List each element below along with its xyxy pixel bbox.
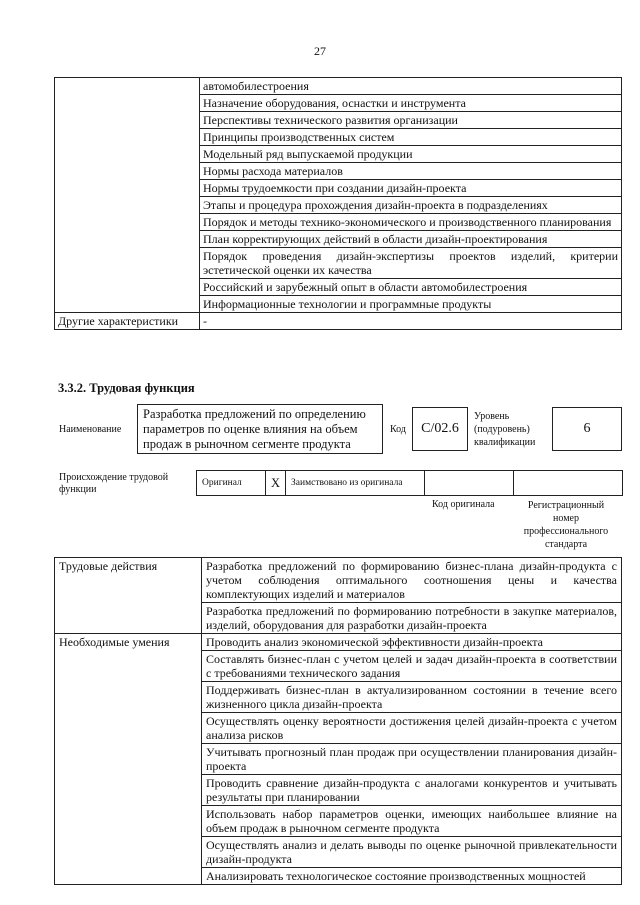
reg-caption-line: номер <box>553 513 579 524</box>
knowledge-item: Нормы трудоемкости при создании дизайн-проекта <box>200 180 622 197</box>
skill-item: Учитывать прогнозный план продаж при осуществлении планирования дизайн-проекта <box>202 744 622 775</box>
labor-action-item: Разработка предложений по формированию потребности в закупке материалов, изделий, оборудования для разработки дизайн-проекта <box>202 603 622 634</box>
reg-caption-line: Регистрационный <box>527 500 605 511</box>
knowledge-item: Назначение оборудования, оснастки и инструмента <box>200 95 622 112</box>
code-label: Код <box>390 424 406 435</box>
qualification-level-box: 6 <box>552 407 622 451</box>
function-code-box: C/02.6 <box>412 407 468 451</box>
level-label-line: квалификации <box>474 437 536 448</box>
section-heading: 3.3.2. Трудовая функция <box>58 381 195 395</box>
original-mark-cell: X <box>266 471 286 496</box>
reg-caption-line: профессионального <box>523 526 609 537</box>
reg-number-cell <box>514 471 623 496</box>
original-code-cell <box>425 471 514 496</box>
other-characteristics-value: - <box>200 313 622 330</box>
page-number: 27 <box>314 44 326 58</box>
origin-label-line: функции <box>59 484 97 495</box>
skill-item: Анализировать технологическое состояние производственных мощностей <box>202 868 622 885</box>
original-code-caption: Код оригинала <box>432 499 495 510</box>
origin-table <box>196 470 623 496</box>
skill-item: Проводить анализ экономической эффективности дизайн-проекта <box>202 634 622 651</box>
knowledge-item: Российский и зарубежный опыт в области автомобилестроения <box>200 279 622 296</box>
knowledge-label-cell <box>55 78 200 313</box>
table-row <box>55 634 622 651</box>
skill-item: Осуществлять оценку вероятности достижения целей дизайн-проекта с учетом анализа рисков <box>202 713 622 744</box>
skill-item: Поддерживать бизнес-план в актуализированном состоянии в течение всего жизненного цикла дизайн-проекта <box>202 682 622 713</box>
knowledge-table <box>54 77 622 330</box>
skill-item: Составлять бизнес-план с учетом целей и задач дизайн-проекта в соответствии с требованиями технического задания <box>202 651 622 682</box>
borrowed-cell: Заимствовано из оригинала <box>286 471 425 496</box>
knowledge-item: автомобилестроения <box>200 78 622 95</box>
skill-item: Осуществлять анализ и делать выводы по оценке рыночной привлекательности дизайн-продукта <box>202 837 622 868</box>
labor-actions-label: Трудовые действия <box>55 558 202 634</box>
level-label-line: Уровень <box>474 411 510 422</box>
reg-caption-line: стандарта <box>544 539 588 550</box>
level-label-line: (подуровень) <box>474 424 530 435</box>
table-row <box>197 471 623 496</box>
knowledge-item: Порядок и методы технико-экономического и производственного планирования <box>200 214 622 231</box>
table-row <box>55 558 622 603</box>
knowledge-item: Модельный ряд выпускаемой продукции <box>200 146 622 163</box>
skill-item: Проводить сравнение дизайн-продукта с аналогами конкурентов и учитывать результаты при планировании <box>202 775 622 806</box>
table-row <box>55 78 622 95</box>
labor-action-item: Разработка предложений по формированию бизнес-плана дизайн-продукта с учетом соблюдения оптимального соотношения цены и качества комплектующих изделий и материалов <box>202 558 622 603</box>
table-row <box>55 313 622 330</box>
original-cell: Оригинал <box>197 471 266 496</box>
required-skills-label: Необходимые умения <box>55 634 202 885</box>
knowledge-item: Порядок проведения дизайн-экспертизы проектов изделий, критерии эстетической оценки их качества <box>200 248 622 279</box>
function-name-box: Разработка предложений по определению параметров по оценке влияния на объем продаж в рыночном сегменте продукта <box>137 404 383 454</box>
knowledge-item: Перспективы технического развития организации <box>200 112 622 129</box>
knowledge-item: Информационные технологии и программные продукты <box>200 296 622 313</box>
function-details-table <box>54 557 622 885</box>
knowledge-item: Принципы производственных систем <box>200 129 622 146</box>
name-label: Наименование <box>59 424 122 435</box>
skill-item: Использовать набор параметров оценки, имеющих наибольшее влияние на объем продаж в рыночном сегменте продукта <box>202 806 622 837</box>
reg-number-caption <box>510 499 622 551</box>
knowledge-item: Нормы расхода материалов <box>200 163 622 180</box>
knowledge-item: Этапы и процедура прохождения дизайн-проекта в подразделениях <box>200 197 622 214</box>
origin-label <box>59 472 168 496</box>
level-label <box>474 410 535 449</box>
other-characteristics-label: Другие характеристики <box>55 313 200 330</box>
knowledge-item: План корректирующих действий в области дизайн-проектирования <box>200 231 622 248</box>
origin-label-line: Происхождение трудовой <box>59 472 169 483</box>
